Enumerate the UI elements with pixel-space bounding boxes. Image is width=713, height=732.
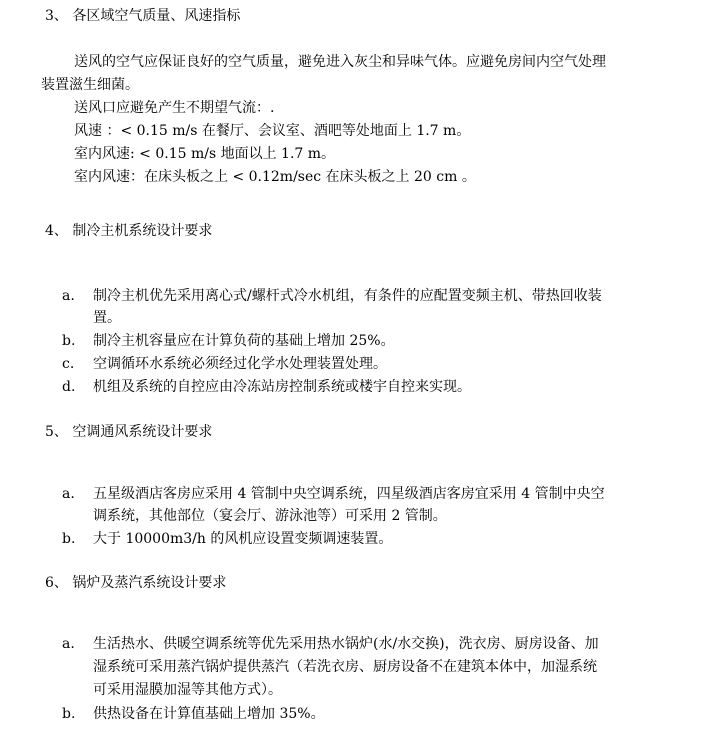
list-item-line: 大于 10000m3/h 的风机应设置变频调速装置。: [93, 531, 393, 547]
list-marker: a.: [62, 636, 75, 652]
section-5-heading: 5、 空调通风系统设计要求: [45, 424, 213, 440]
list-item-line: 供热设备在计算值基础上增加 35%。: [93, 706, 325, 722]
list-item-line: 调系统，其他部位（宴会厅、游泳池等）可采用 2 管制。: [93, 508, 447, 524]
list-item-line: 五星级酒店客房应采用 4 管制中央空调系统，四星级酒店客房宜采用 4 管制中央空: [93, 486, 605, 502]
section-3-speed-line-1: 风速 ：< 0.15 m/s 在餐厅、会议室、酒吧等处地面上 1.7 m。: [74, 123, 471, 139]
list-item-line: 制冷主机容量应在计算负荷的基础上增加 25%。: [93, 333, 395, 349]
list-marker: d.: [62, 379, 76, 395]
section-3-speed-line-2: 室内风速: < 0.15 m/s 地面以上 1.7 m。: [74, 146, 336, 162]
list-marker: b.: [62, 706, 76, 722]
list-marker: b.: [62, 333, 76, 349]
list-marker: c.: [62, 356, 75, 372]
list-item-line: 制冷主机优先采用离心式/螺杆式冷水机组，有条件的应配置变频主机、带热回收装: [93, 288, 602, 304]
list-item-line: 空调循环水系统必须经过化学水处理装置处理。: [93, 356, 387, 372]
section-3-speed-line-3: 室内风速：在床头板之上 < 0.12m/sec 在床头板之上 20 cm 。: [74, 169, 476, 185]
list-item-line: 生活热水、供暖空调系统等优先采用热水锅炉(水/水交换)，洗衣房、厨房设备、加: [93, 636, 599, 652]
list-item-line: 机组及系统的自控应由冷冻站房控制系统或楼宇自控来实现。: [93, 379, 471, 395]
section-6-heading: 6、 锅炉及蒸汽系统设计要求: [45, 575, 227, 591]
list-marker: b.: [62, 531, 76, 547]
list-item-line: 置。: [93, 310, 121, 326]
section-3-paragraph-line-2: 装置滋生细菌。: [41, 77, 139, 93]
section-3-paragraph-line-3: 送风口应避免产生不期望气流：.: [74, 100, 275, 116]
list-item-line: 可采用湿膜加湿等其他方式）。: [93, 682, 282, 698]
section-3-heading: 3、 各区域空气质量、风速指标: [45, 8, 241, 24]
section-4-heading: 4、 制冷主机系统设计要求: [45, 223, 213, 239]
list-marker: a.: [62, 486, 75, 502]
list-item-line: 湿系统可采用蒸汽锅炉提供蒸汽（若洗衣房、厨房设备不在建筑本体中，加湿系统: [93, 659, 597, 675]
list-marker: a.: [62, 288, 75, 304]
section-3-paragraph-line-1: 送风的空气应保证良好的空气质量，避免进入灰尘和异味气体。应避免房间内空气处理: [74, 54, 606, 70]
